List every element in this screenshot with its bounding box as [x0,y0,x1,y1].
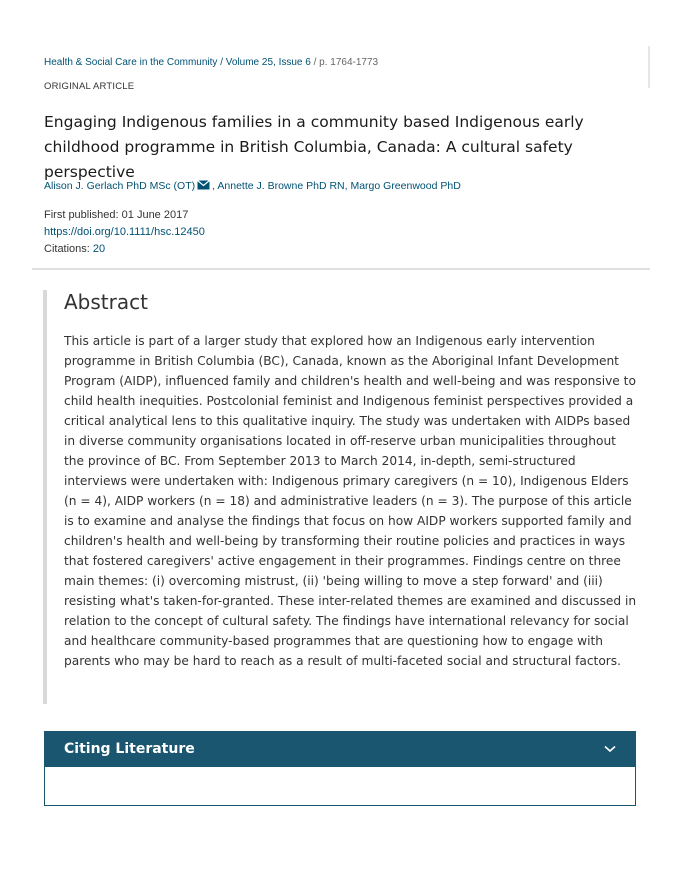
abstract-accent-bar [43,290,47,704]
author-link[interactable]: Annette J. Browne PhD RN [217,180,345,192]
author-list [44,180,461,193]
first-published-label: First published: [44,209,122,221]
citing-literature-panel [44,767,636,806]
citing-literature-toggle[interactable] [44,731,636,767]
abstract-heading: Abstract [64,290,148,314]
author-separator: , [344,180,351,192]
issue-link[interactable]: Volume 25, Issue 6 [225,57,311,68]
publication-meta [44,207,205,258]
doi-link[interactable]: https://doi.org/10.1111/hsc.12450 [44,226,205,238]
author-separator: , [212,180,218,192]
article-type-label: ORIGINAL ARTICLE [44,81,135,92]
section-divider [32,268,650,270]
author-link[interactable]: Margo Greenwood PhD [350,180,461,192]
citations-value[interactable]: 20 [92,243,106,255]
corresponding-author-envelope-icon[interactable] [197,180,210,193]
scrollbar-edge [648,46,650,88]
abstract-text: This article is part of a larger study that explored how an Indigenous early intervention programme in British Columbia (BC), Canada, known as the Aboriginal Infant Development Program (AIDP), influenced family and children's health and well-being and was responsive to child health inequities. Postcolonial feminist and Indigenous feminist perspectives provided a critical analytical lens to this qualitative inquiry. The study was undertaken with AIDPs based in diverse community organisations located in off-reserve urban municipalities throughout the province of BC. From September 2013 to March 2014, in-depth, semi-structured interviews were undertaken with: Indigenous primary caregivers (n = 10), Indigenous Elders (n = 4), AIDP workers (n = 18) and administrative leaders (n = 3). The purpose of this article is to examine and analyse the findings that focus on how AIDP workers supported family and children's health and well-being by transforming their routine policies and practices in ways that fostered caregivers' active engagement in their programmes. Findings centre on three main themes: (i) overcoming mistrust, (ii) 'being willing to move a step forward' and (iii) resisting what's taken-for-granted. These inter-related themes are examined and discussed in relation to the concept of cultural safety. The findings have international relevancy for social and healthcare community-based programmes that are questioning how to engage with parents who may be hard to reach as a result of multi-faceted social and structural factors. [64,334,637,668]
author-link[interactable]: Alison J. Gerlach PhD MSc (OT) [44,180,196,192]
page-range: p. 1764-1773 [319,57,379,68]
first-published-date: 01 June 2017 [121,209,189,221]
journal-separator: / [310,57,320,68]
chevron-down-icon [604,740,616,758]
journal-name-link[interactable]: Health & Social Care in the Community [44,57,218,68]
article-title: Engaging Indigenous families in a community based Indigenous early childhood programme in British Columbia, Canada: A cultural safety perspective [44,113,584,181]
journal-separator: / [217,57,226,68]
first-published [44,207,205,224]
citations-label: Citations: [44,243,93,255]
journal-breadcrumb [44,57,378,68]
citing-literature-label: Citing Literature [64,741,195,757]
citations-count [44,241,205,258]
